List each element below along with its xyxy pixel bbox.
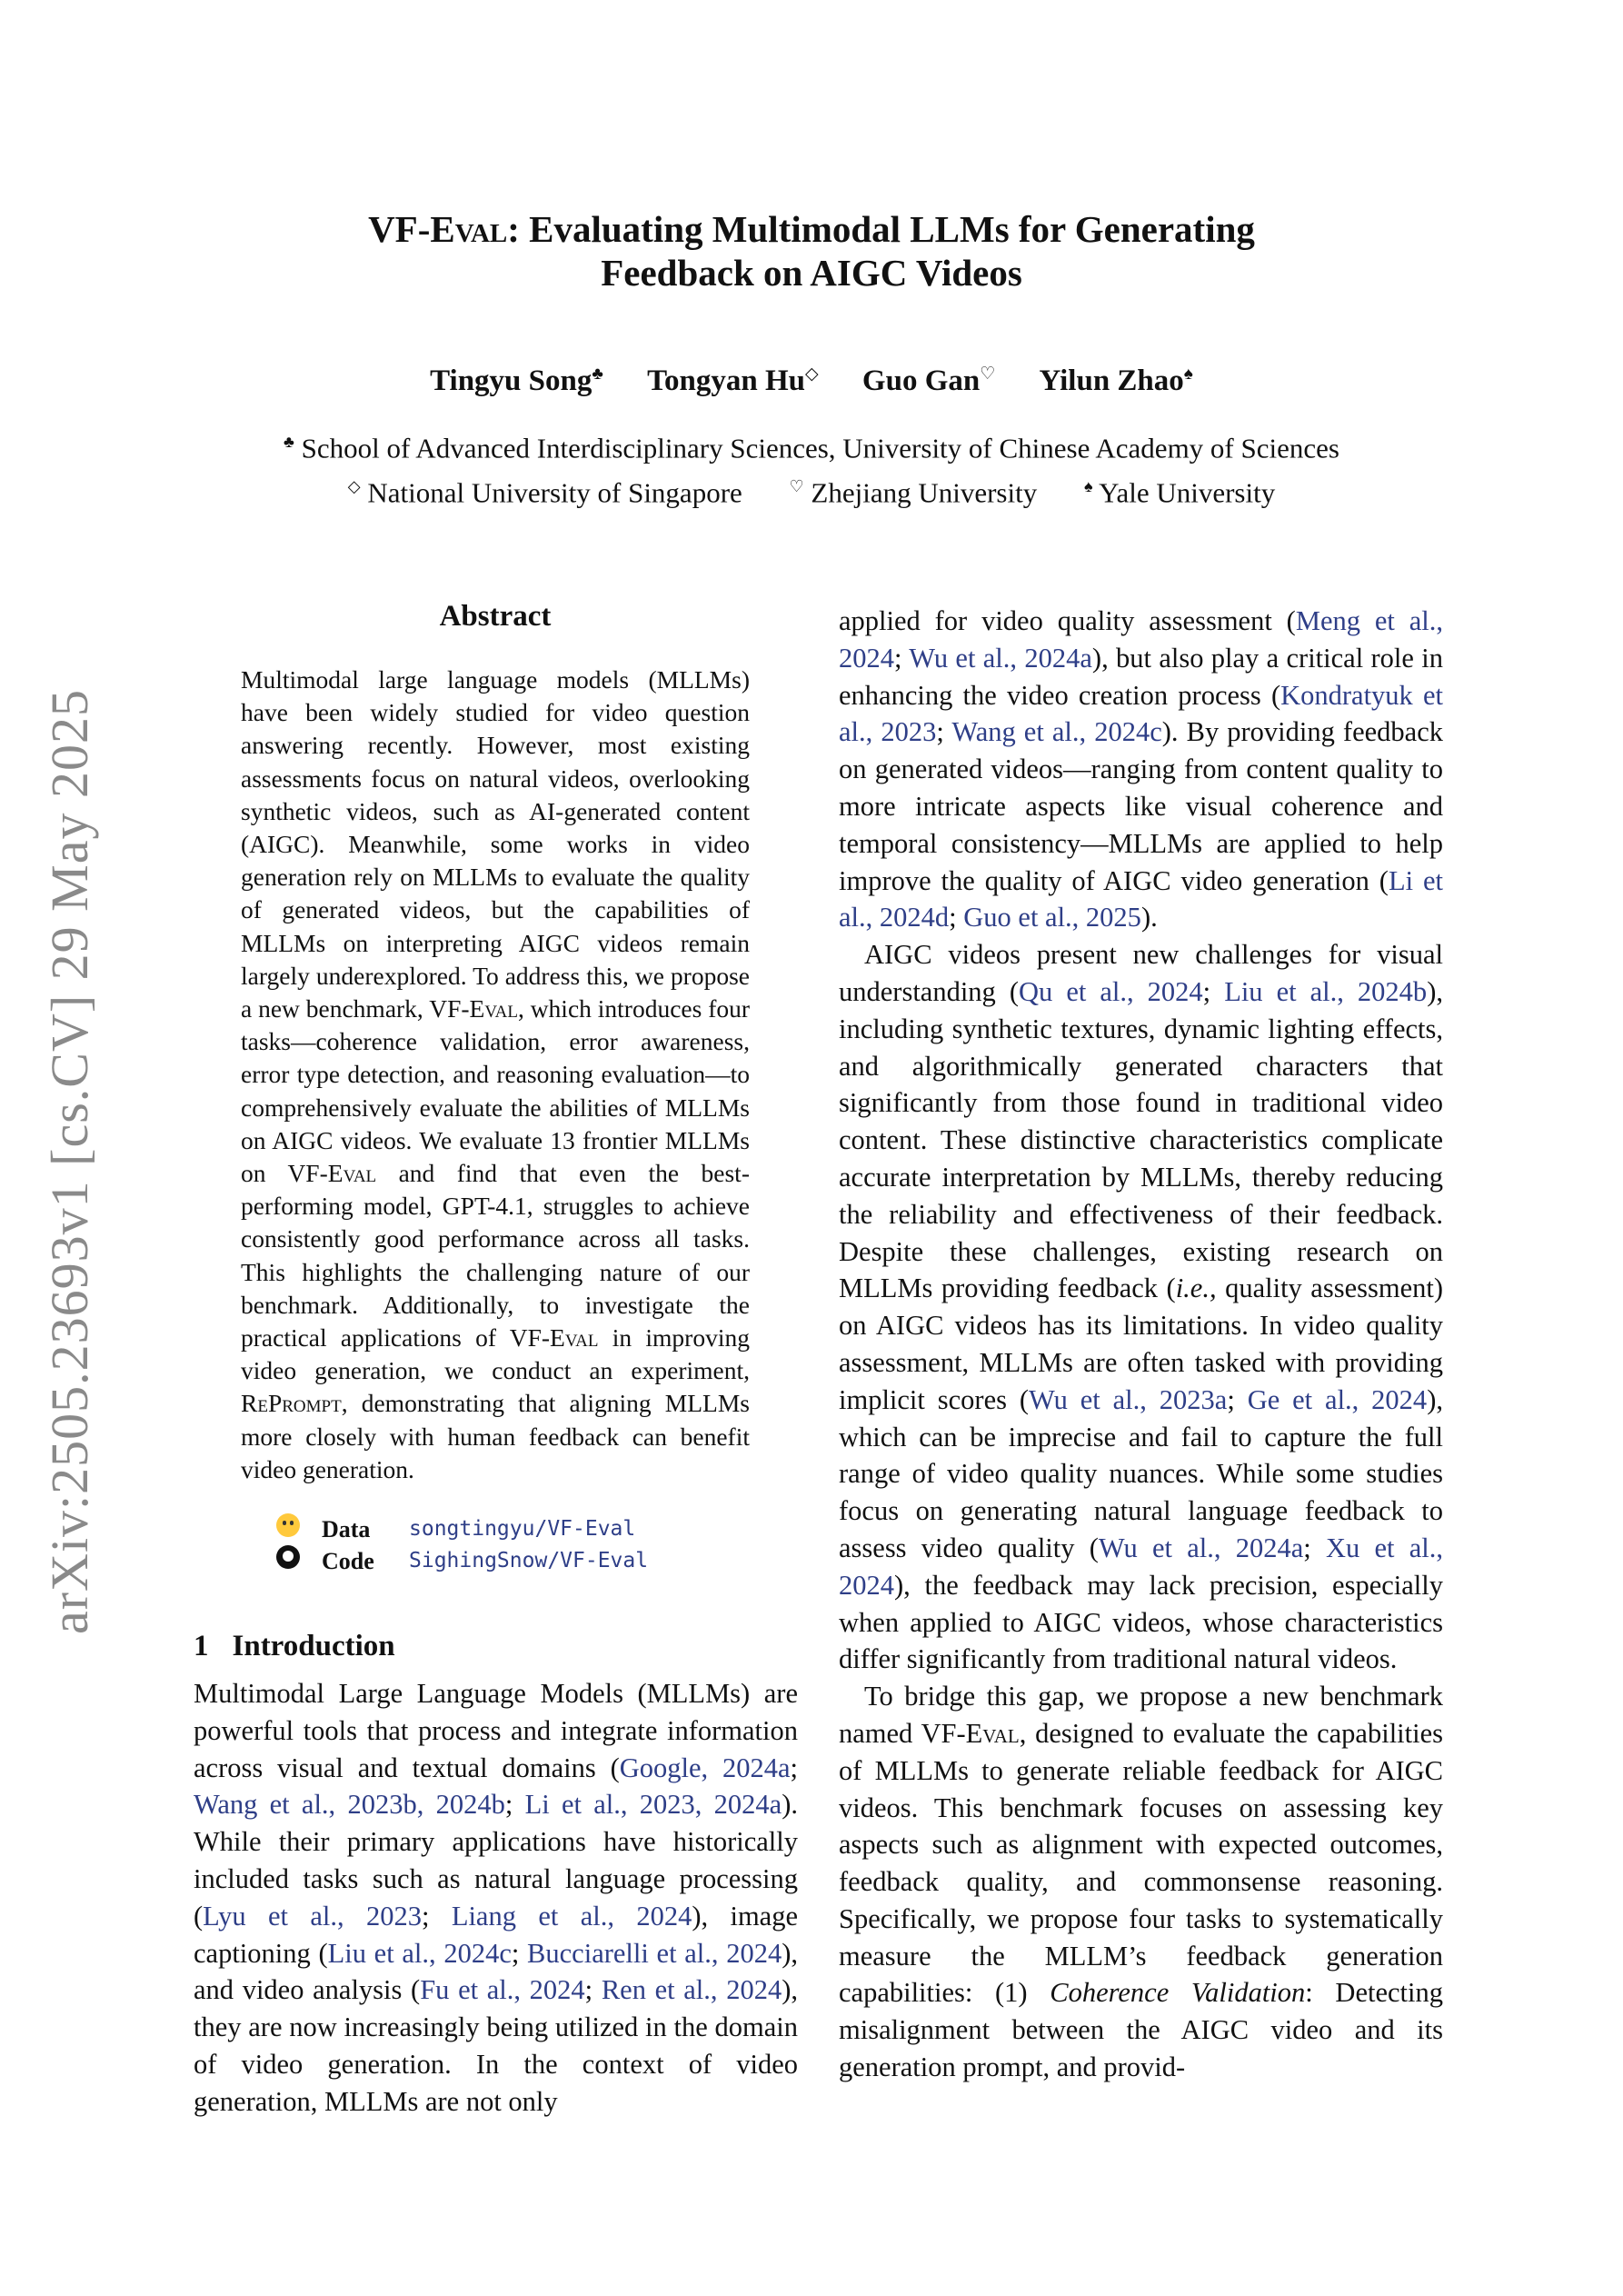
citation-link[interactable]: Bucciarelli et al., 2024: [527, 1937, 782, 1969]
resource-links: [273, 1513, 648, 1577]
citation-link[interactable]: Guo et al., 2025: [963, 902, 1141, 933]
paragraph: Multimodal Large Language Models (MLLMs) are powerful tools that process and integrate information across visual and textual domains (Google, 2024a; Wang et al., 2023b, 2024b; Li et al., 2023, 2024a). While their primary applications have historically included tasks such as natural language processing (Lyu et al., 2023; Liang et al., 2024), image captioning (Liu et al., 2024c; Bucciarelli et al., 2024), and video analysis (Fu et al., 2024; Ren et al., 2024), they are now increasingly being utilized in the domain of video generation. In the context of video generation, MLLMs are not only: [194, 1678, 798, 2117]
citation-link[interactable]: Wu et al., 2024a: [1098, 1532, 1304, 1563]
citation-link[interactable]: Li et al., 2023, 2024a: [524, 1789, 782, 1821]
citation-link[interactable]: Wang et al., 2024c: [951, 716, 1162, 748]
author: Tingyu Song♣: [430, 364, 603, 397]
title-line-2: Feedback on AIGC Videos: [601, 252, 1022, 294]
github-icon: [273, 1545, 304, 1577]
citation-link[interactable]: Wu et al., 2023a: [1029, 1383, 1228, 1415]
title-line-1: VF-Eval: Evaluating Multimodal LLMs for Generating: [368, 208, 1255, 250]
citation-link[interactable]: Liu et al., 2024c: [327, 1937, 512, 1969]
affiliation: ♡ Zhejiang University: [789, 476, 1038, 509]
citation-link[interactable]: Lyu et al., 2023: [203, 1900, 422, 1932]
abstract-heading: Abstract: [439, 600, 552, 633]
citation-link[interactable]: Liang et al., 2024: [451, 1900, 692, 1932]
abstract-text: Multimodal large language models (MLLMs) have been widely studied for video question answering recently. However, most existing assessments focus on natural videos, overlooking synthetic videos, such as AI-generated content (AIGC). Meanwhile, some works in video generation rely on MLLMs to evaluate the quality of generated videos, but the capabilities of MLLMs on interpreting AIGC videos remain largely underexplored. To address this, we propose a new benchmark, VF-Eval, which introduces four tasks—coherence validation, error awareness, error type detection, and reasoning evaluation—to comprehensively evaluate the abilities of MLLMs on AIGC videos. We evaluate 13 frontier MLLMs on VF-Eval and find that even the best-performing model, GPT-4.1, struggles to achieve consistently good performance across all tasks. This highlights the challenging nature of our benchmark. Additionally, to investigate the practical applications of VF-Eval in improving video generation, we conduct an experiment, RePrompt, demonstrating that aligning MLLMs more closely with human feedback can benefit video generation.: [241, 665, 751, 1483]
citation-link[interactable]: Google, 2024a: [619, 1752, 791, 1783]
intro-left-column: [194, 1675, 798, 2121]
data-link[interactable]: songtingyu/VF-Eval: [409, 1517, 636, 1541]
code-link[interactable]: SighingSnow/VF-Eval: [409, 1549, 649, 1572]
arxiv-stamp: arXiv:2505.23693v1 [cs.CV] 29 May 2025: [40, 688, 99, 1634]
author: Tongyan Hu◇: [647, 364, 819, 397]
paragraph: To bridge this gap, we propose a new benchmark named VF-Eval, designed to evaluate the capabilities of MLLMs to generate reliable feedback for AIGC videos. This benchmark focuses on assessing key aspects such as alignment with expected outcomes, feedback quality, and commonsense reasoning. Specifically, we propose four tasks to systematically measure the MLLM’s feedback generation capabilities: (1) Coherence Validation: Detecting misalignment between the AIGC video and its generation prompt, and provid-: [839, 1681, 1443, 2083]
author: Guo Gan♡: [861, 364, 996, 397]
citation-link[interactable]: Meng et al., 2024: [839, 605, 1443, 674]
affiliation-line-2: [0, 467, 1623, 512]
citation-link[interactable]: Fu et al., 2024: [420, 1974, 585, 2006]
code-label: Code: [322, 1548, 374, 1574]
paragraph: applied for video quality assessment (Meng et al., 2024; Wu et al., 2024a), but also play a critical role in enhancing the video creation process (Kondratyuk et al., 2023; Wang et al., 2024c). By providing feedback on generated videos—ranging from content quality to more intricate aspects like visual coherence and temporal consistency—MLLMs are applied to help improve the quality of AIGC video generation (Li et al., 2024d; Guo et al., 2025).: [839, 605, 1443, 933]
citation-link[interactable]: Liu et al., 2024b: [1224, 975, 1428, 1007]
paragraph: AIGC videos present new challenges for visual understanding (Qu et al., 2024; Liu et al., 2024b), including synthetic textures, dynamic lighting effects, and algorithmically generated characters that significantly from those found in traditional video content. These distinctive characteristics complicate accurate interpretation by MLLMs, thereby reducing the reliability and effectiveness of their feedback. Despite these challenges, existing research on MLLMs providing feedback (i.e., quality assessment) on AIGC videos has its limitations. In video quality assessment, MLLMs are often tasked with providing implicit scores (Wu et al., 2023a; Ge et al., 2024), which can be imprecise and fail to capture the full range of video quality nuances. While some studies focus on generating natural language feedback to assess video quality (Wu et al., 2024a; Xu et al., 2024), the feedback may lack precision, especially when applied to AIGC videos, whose characteristics differ significantly from traditional natural videos.: [839, 939, 1444, 1675]
author: Yilun Zhao♠: [1039, 364, 1193, 397]
data-link-row[interactable]: [273, 1513, 648, 1545]
affiliation: ◇ National University of Singapore: [347, 476, 742, 509]
code-link-row[interactable]: [273, 1545, 648, 1577]
citation-link[interactable]: Li et al., 2024d: [839, 864, 1443, 933]
paper-title: [0, 207, 1623, 294]
intro-right-column: [839, 603, 1443, 2086]
citation-link[interactable]: Qu et al., 2024: [1019, 975, 1203, 1007]
citation-link[interactable]: Ren et al., 2024: [601, 1974, 782, 2006]
section-heading: 1 Introduction: [194, 1630, 395, 1662]
citation-link[interactable]: Wang et al., 2023b, 2024b: [194, 1789, 505, 1821]
data-label: Data: [322, 1516, 371, 1542]
affiliations: [0, 423, 1623, 513]
huggingface-icon: [273, 1513, 304, 1545]
affiliation: ♠ Yale University: [1083, 476, 1276, 509]
citation-link[interactable]: Ge et al., 2024: [1247, 1383, 1428, 1415]
affiliation-line-1: ♣ School of Advanced Interdisciplinary Sciences, University of Chinese Academy of Sciences: [284, 432, 1339, 464]
author-list: [0, 356, 1623, 399]
citation-link[interactable]: Xu et al., 2024: [839, 1532, 1443, 1601]
citation-link[interactable]: Kondratyuk et al., 2023: [839, 679, 1443, 748]
citation-link[interactable]: Wu et al., 2024a: [909, 642, 1092, 674]
